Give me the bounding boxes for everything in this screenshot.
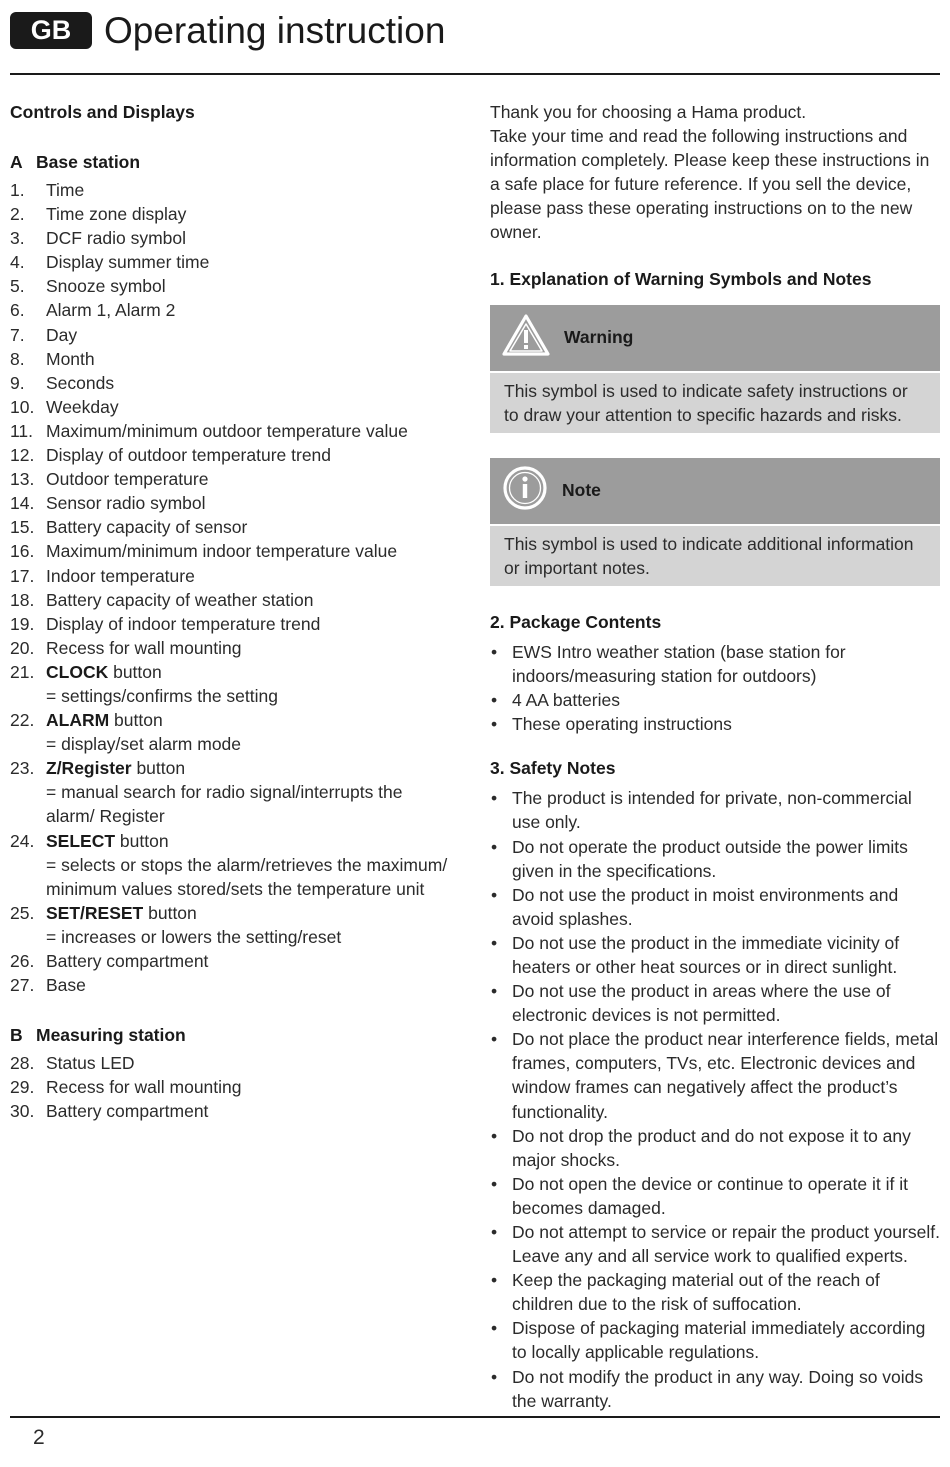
item-text: Display of indoor temperature trend [46, 613, 321, 634]
item-text: Alarm 1, Alarm 2 [46, 300, 176, 321]
button-name: SELECT [46, 830, 116, 851]
item-suffix: button [143, 902, 197, 923]
footer-rule [10, 1416, 940, 1418]
item-text: Outdoor temperature [46, 469, 209, 490]
item-text: Battery compartment [46, 1101, 209, 1122]
item-text: Time [46, 180, 85, 200]
list-item [10, 467, 450, 491]
section-2-heading: 2. Package Contents [490, 611, 662, 632]
item-number: 24. [10, 830, 35, 851]
item-number: 26. [10, 951, 35, 971]
item-number: 22. [10, 710, 35, 731]
item-text: Display of outdoor temperature trend [46, 445, 332, 466]
bullet-icon: • [491, 1029, 498, 1050]
list-item [10, 443, 450, 467]
bullet-text: Do not place the product near interference fields, metal frames, computers, TVs, etc. Electronic devices and window frames can negatively affect the product’s functionality. [512, 1029, 939, 1122]
item-text: Time zone display [46, 204, 187, 225]
list-item [10, 829, 450, 901]
item-number: 29. [10, 1077, 35, 1098]
page-title: Operating instruction [104, 10, 446, 51]
bullet-item [490, 1220, 940, 1268]
section-a-heading [10, 150, 450, 174]
bullet-text: Do not attempt to service or repair the product yourself. Leave any and all service work to qualified experts. [512, 1222, 940, 1267]
bullet-text: Do not use the product in the immediate vicinity of heaters or other heat sources or in direct sunlight. [512, 932, 900, 977]
item-text: Battery compartment [46, 951, 209, 971]
item-suffix: button [109, 710, 163, 731]
list-item [10, 298, 450, 322]
item-text: Snooze symbol [46, 276, 166, 297]
section-title: Base station [36, 152, 141, 172]
page-number: 2 [33, 1426, 45, 1449]
list-item [10, 564, 450, 588]
button-name: SET/RESET [46, 902, 144, 923]
bullet-item [490, 1365, 940, 1413]
item-number: 11. [10, 420, 34, 441]
section-title: Measuring station [36, 1025, 186, 1046]
bullet-icon: • [491, 1270, 498, 1291]
measuring-station-list [10, 1051, 450, 1123]
list-item [10, 1051, 450, 1075]
controls-column [10, 100, 450, 1123]
item-text: Base [46, 975, 86, 996]
list-item [10, 539, 450, 563]
list-item [10, 949, 450, 973]
bullet-text: These operating instructions [512, 714, 732, 735]
item-number: 5. [10, 276, 25, 297]
warning-box-header [490, 305, 940, 371]
item-text: Recess for wall mounting [46, 637, 242, 658]
header-rule [10, 73, 940, 75]
bullet-item [490, 1316, 940, 1364]
list-item [10, 250, 450, 274]
list-item [10, 636, 450, 660]
button-name: CLOCK [46, 661, 109, 682]
item-number: 16. [10, 541, 35, 562]
bullet-icon: • [491, 932, 498, 953]
item-description: = display/set alarm mode [46, 734, 242, 755]
bullet-text: 4 AA batteries [512, 690, 620, 711]
item-text: DCF radio symbol [46, 228, 187, 249]
item-suffix: button [115, 830, 169, 851]
item-number: 23. [10, 758, 35, 779]
bullet-icon: • [491, 981, 498, 1002]
section-1-heading: 1. Explanation of Warning Symbols and Notes [490, 268, 872, 289]
item-number: 27. [10, 975, 35, 996]
note-box-header [490, 458, 940, 524]
note-box [490, 458, 940, 586]
list-item [10, 660, 450, 708]
note-text: This symbol is used to indicate additional information or important notes. [490, 526, 940, 586]
package-contents-list [490, 640, 940, 736]
item-number: 1. [10, 180, 25, 200]
bullet-item [490, 786, 940, 834]
list-item [10, 202, 450, 226]
warning-label: Warning [564, 327, 634, 348]
bullet-icon: • [491, 1173, 498, 1194]
warning-box [490, 305, 940, 433]
item-number: 14. [10, 493, 35, 514]
item-number: 28. [10, 1053, 35, 1074]
item-text [46, 756, 450, 828]
base-station-list [10, 178, 450, 997]
item-text [46, 829, 450, 901]
item-text: Seconds [46, 372, 115, 393]
bullet-text: Do not operate the product outside the power limits given in the specifications. [512, 836, 908, 881]
list-item [10, 515, 450, 539]
item-number: 18. [10, 589, 35, 610]
item-number: 12. [10, 445, 35, 466]
note-label: Note [562, 480, 601, 501]
item-text: Indoor temperature [46, 565, 195, 586]
item-description: = manual search for radio signal/interrupts the alarm/ Register [46, 782, 403, 827]
item-suffix: button [108, 661, 162, 682]
item-number: 13. [10, 469, 35, 490]
item-number: 7. [10, 324, 25, 345]
bullet-icon: • [491, 884, 498, 905]
item-text: Status LED [46, 1053, 135, 1074]
item-number: 6. [10, 300, 25, 321]
item-description: = settings/confirms the setting [46, 685, 278, 706]
list-item [10, 1075, 450, 1099]
item-number: 25. [10, 902, 35, 923]
bullet-icon: • [491, 714, 498, 735]
instructions-column [490, 100, 940, 1413]
bullet-item [490, 688, 940, 712]
bullet-item [490, 640, 940, 688]
item-text: Maximum/minimum indoor temperature value [46, 541, 398, 562]
section-letter: A [10, 152, 23, 172]
item-text: Day [46, 324, 78, 345]
item-text [46, 660, 450, 708]
item-number: 20. [10, 637, 35, 658]
item-number: 15. [10, 517, 35, 538]
bullet-text: Do not open the device or continue to operate it if it becomes damaged. [512, 1173, 908, 1218]
item-number: 19. [10, 613, 35, 634]
bullet-icon: • [491, 836, 498, 857]
intro-text [490, 100, 940, 245]
bullet-item [490, 835, 940, 883]
item-number: 4. [10, 252, 25, 273]
item-text: Battery capacity of weather station [46, 589, 314, 610]
bullet-text: The product is intended for private, non-commercial use only. [512, 788, 912, 833]
list-item [10, 1099, 450, 1123]
section-b-heading [10, 1023, 450, 1047]
bullet-item [490, 1124, 940, 1172]
bullet-text: Do not modify the product in any way. Doing so voids the warranty. [512, 1366, 924, 1411]
item-number: 30. [10, 1101, 35, 1122]
item-text: Battery capacity of sensor [46, 517, 248, 538]
list-item [10, 491, 450, 515]
item-text: Month [46, 348, 95, 369]
list-item [10, 588, 450, 612]
item-text [46, 901, 450, 949]
button-name: ALARM [46, 710, 110, 731]
list-item [10, 612, 450, 636]
bullet-text: Do not use the product in moist environments and avoid splashes. [512, 884, 899, 929]
section-3-heading: 3. Safety Notes [490, 758, 616, 779]
controls-heading: Controls and Displays [10, 102, 195, 122]
item-number: 8. [10, 348, 25, 369]
list-item [10, 226, 450, 250]
list-item [10, 274, 450, 298]
item-text: Sensor radio symbol [46, 493, 206, 514]
list-item [10, 901, 450, 949]
item-text: Maximum/minimum outdoor temperature value [46, 420, 408, 441]
bullet-icon: • [491, 1318, 498, 1339]
bullet-text: Keep the packaging material out of the reach of children due to the risk of suffocation. [512, 1270, 880, 1315]
item-number: 3. [10, 228, 25, 249]
button-name: Z/Register [46, 758, 132, 779]
warning-triangle-icon [502, 313, 550, 362]
item-number: 21. [10, 661, 35, 682]
info-circle-icon [502, 465, 548, 516]
bullet-icon: • [491, 1222, 498, 1242]
bullet-item [490, 712, 940, 736]
bullet-icon: • [491, 1125, 498, 1146]
bullet-text: Do not drop the product and do not expose it to any major shocks. [512, 1125, 911, 1170]
list-item [10, 178, 450, 202]
item-description: = increases or lowers the setting/reset [46, 926, 342, 947]
safety-notes-list [490, 786, 940, 1412]
bullet-item [490, 1268, 940, 1316]
item-number: 9. [10, 372, 25, 393]
bullet-item [490, 1172, 940, 1220]
list-item [10, 371, 450, 395]
item-text: Recess for wall mounting [46, 1077, 242, 1098]
bullet-icon: • [491, 1366, 498, 1387]
language-badge: GB [10, 12, 92, 49]
bullet-item [490, 883, 940, 931]
bullet-text: EWS Intro weather station (base station for indoors/measuring station for outdoors) [512, 641, 846, 687]
bullet-icon: • [491, 641, 498, 662]
item-text: Weekday [46, 396, 119, 417]
bullet-item [490, 979, 940, 1027]
bullet-icon: • [491, 788, 498, 809]
bullet-icon: • [491, 690, 498, 711]
warning-text: This symbol is used to indicate safety instructions or to draw your attention to specific hazards and risks. [490, 373, 940, 433]
list-item [10, 323, 450, 347]
item-text: Display summer time [46, 252, 210, 273]
list-item [10, 756, 450, 828]
bullet-text: Do not use the product in areas where the use of electronic devices is not permitted. [512, 981, 891, 1026]
item-number: 17. [10, 565, 35, 586]
item-text [46, 708, 450, 756]
bullet-text: Dispose of packaging material immediately according to locally applicable regulations. [512, 1318, 926, 1363]
intro-paragraph: Take your time and read the following instructions and information completely. Please keep these instructions in a safe place for future reference. If you sell the device, please pass these operating instructions on to the new owner. [490, 126, 930, 243]
list-item [10, 708, 450, 756]
list-item [10, 973, 450, 997]
bullet-item [490, 931, 940, 979]
item-description: = selects or stops the alarm/retrieves the maximum/ minimum values stored/sets the temperature unit [46, 854, 448, 899]
list-item [10, 395, 450, 419]
bullet-item [490, 1027, 940, 1123]
item-suffix: button [131, 758, 186, 779]
intro-line: Thank you for choosing a Hama product. [490, 102, 807, 122]
item-number: 2. [10, 204, 25, 225]
section-letter: B [10, 1025, 23, 1046]
item-number: 10. [10, 396, 35, 417]
list-item [10, 347, 450, 371]
list-item [10, 419, 450, 443]
